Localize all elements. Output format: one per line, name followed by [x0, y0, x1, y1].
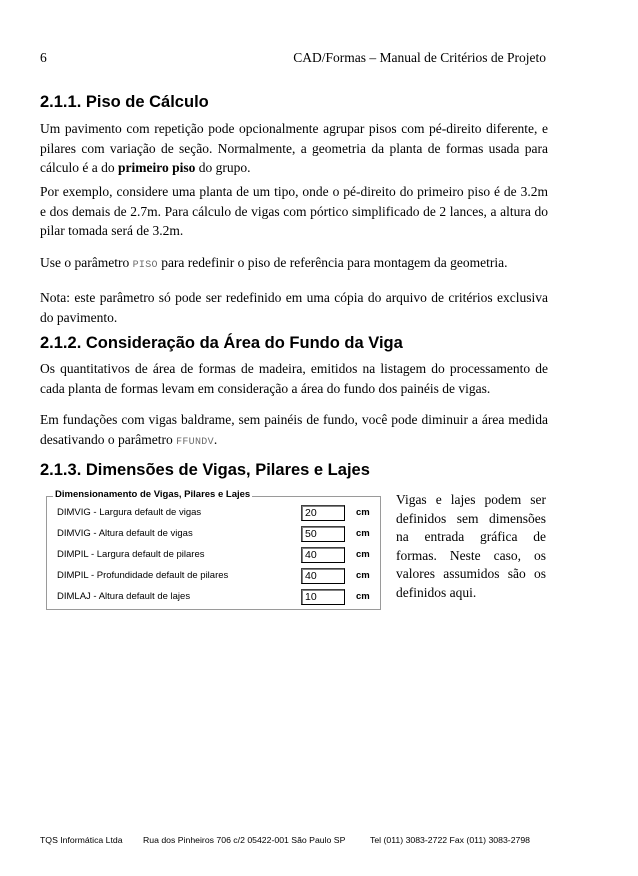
field-label: DIMVIG - Altura default de vigas — [57, 528, 193, 539]
dialog-row-dimlaj-altura — [57, 589, 375, 606]
page-header — [40, 50, 546, 68]
unit-label: cm — [356, 591, 370, 602]
dimvig-largura-input[interactable]: 20 — [301, 505, 345, 521]
paragraph-piso-example: Por exemplo, considere uma planta de um tipo, onde o pé-direito do primeiro piso é de 3.2m e dos demais de 2.7m. Para cálculo de vigas com pórtico simplificado de 2 lances, a altura do pilar tomada será de 3.2m. — [40, 184, 548, 238]
text-run: do grupo. — [195, 160, 251, 175]
footer-address: Rua dos Pinheiros 706 c/2 05422-001 São Paulo SP — [143, 835, 346, 845]
paragraph-fundo-viga-intro: Os quantitativos de área de formas de madeira, emitidos na listagem do processamento de cada planta de formas levam em consideração a área do fundo dos painéis de vigas. — [40, 361, 548, 396]
unit-label: cm — [356, 549, 370, 560]
text-run: para redefinir o piso de referência para montagem da geometria. — [157, 255, 508, 270]
parameter-code-ffundv: FFUNDV — [176, 436, 214, 448]
field-label: DIMVIG - Largura default de vigas — [57, 507, 202, 518]
paragraph-piso-intro — [40, 119, 548, 178]
paragraph-piso-parameter — [40, 253, 548, 276]
paragraph-dimensoes-side: Vigas e lajes podem ser definidos sem dimensões na entrada gráfica de formas. Neste caso, os valores assumidos são os definidos aqui. — [396, 492, 546, 600]
paragraph-fundo-viga-parameter — [40, 410, 548, 452]
section-heading-area-fundo-viga: 2.1.2. Consideração da Área do Fundo da Viga — [40, 334, 403, 352]
dialog-row-dimpil-profundidade — [57, 568, 375, 585]
paragraph-piso-note: Nota: este parâmetro só pode ser redefinido em uma cópia do arquivo de critérios exclusiva do pavimento. — [40, 290, 548, 325]
section-heading-dimensoes: 2.1.3. Dimensões de Vigas, Pilares e Lajes — [40, 461, 370, 479]
dimvig-altura-input[interactable]: 50 — [301, 526, 345, 542]
dimpil-largura-input[interactable]: 40 — [301, 547, 345, 563]
field-label: DIMLAJ - Altura default de lajes — [57, 591, 191, 602]
dialog-row-dimvig-altura — [57, 526, 375, 543]
dialog-group-title: Dimensionamento de Vigas, Pilares e Lajes — [55, 489, 251, 500]
footer-phone: Tel (011) 3083-2722 Fax (011) 3083-2798 — [370, 835, 531, 845]
footer-company: TQS Informática Ltda — [40, 835, 123, 845]
text-run: Use o parâmetro — [40, 255, 133, 270]
unit-label: cm — [356, 528, 370, 539]
dimensions-dialog-group — [46, 489, 381, 610]
page-number: 6 — [40, 50, 47, 65]
dialog-row-dimpil-largura — [57, 547, 375, 564]
section-heading-piso-de-calculo: 2.1.1. Piso de Cálculo — [40, 93, 209, 111]
unit-label: cm — [356, 570, 370, 581]
parameter-code-piso: PISO — [132, 260, 158, 271]
bold-text-run: primeiro piso — [117, 160, 196, 175]
text-run: Em fundações com vigas baldrame, sem painéis de fundo, você pode diminuir a área medida desativando o parâmetro — [40, 412, 548, 447]
field-label: DIMPIL - Profundidade default de pilares — [57, 570, 229, 581]
field-label: DIMPIL - Largura default de pilares — [57, 549, 205, 560]
running-title: CAD/Formas – Manual de Critérios de Projeto — [293, 50, 546, 65]
unit-label: cm — [356, 507, 370, 518]
text-run: . — [213, 431, 218, 447]
text-run: Um pavimento com repetição pode opcionalmente agrupar pisos com pé-direito diferente, e pilares com variação de seção. Normalmente, a geometria da planta de formas usada para cálculo é a do — [40, 121, 548, 175]
dialog-row-dimvig-largura — [57, 505, 375, 522]
dimlaj-altura-input[interactable]: 10 — [301, 589, 345, 605]
dimpil-profundidade-input[interactable]: 40 — [301, 568, 345, 584]
